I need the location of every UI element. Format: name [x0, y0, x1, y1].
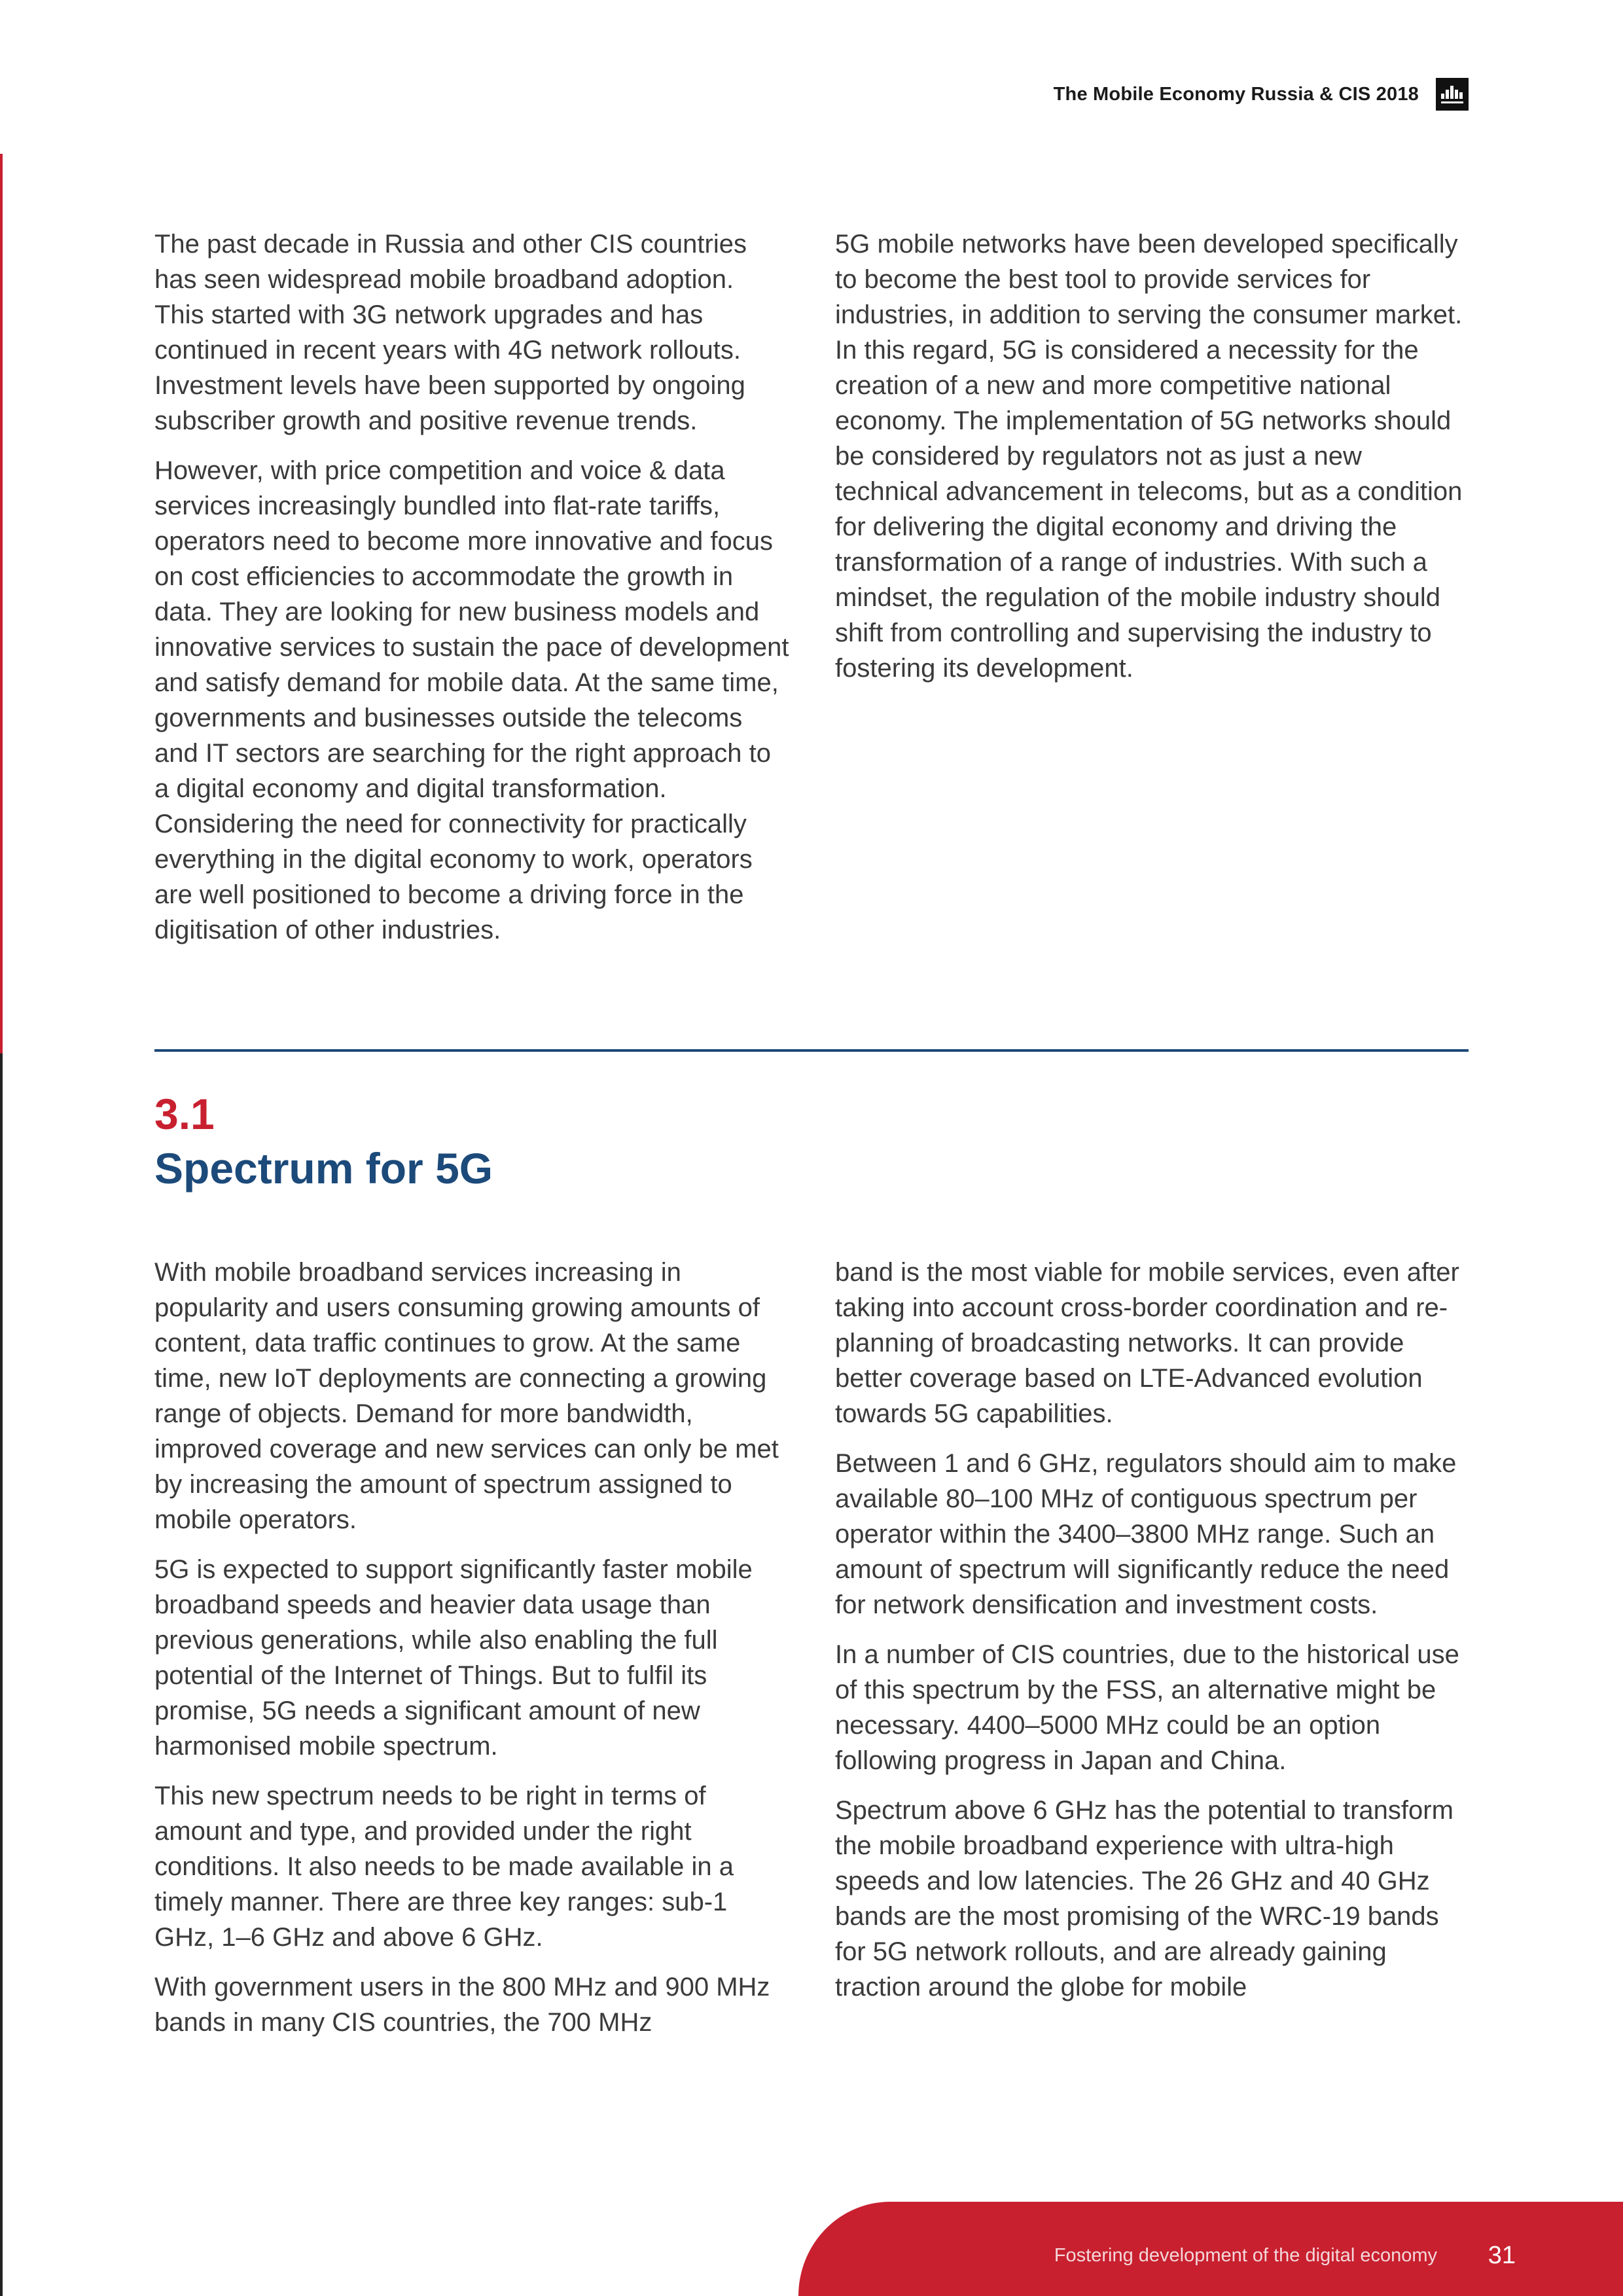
section-paragraph: With government users in the 800 MHz and 900 MHz bands in many CIS countries, the 700 MHz [154, 1973, 770, 2037]
intro-paragraph: 5G mobile networks have been developed specifically to become the best tool to provide services for industries, in addition to serving the consumer market. In this regard, 5G is considered a necessity for the creation of a new and more competitive national economy. The implementation of 5G networks should be considered by regulators not as just a new technical advancement in telecoms, but as a condition for delivering the digital economy and driving the transformation of a range of industries. With such a mindset, the regulation of the mobile industry should shift from controlling and supervising the industry to fostering its development. [835, 230, 1463, 683]
section-paragraph: Between 1 and 6 GHz, regulators should aim to make available 80–100 MHz of contiguous spectrum per operator within the 3400–3800 MHz range. Such an amount of spectrum will significantly reduce the need for network densification and investment costs. [835, 1449, 1457, 1619]
section-number: 3.1 [154, 1090, 215, 1138]
section-divider [154, 1049, 1469, 1052]
left-edge-rule [0, 154, 3, 2296]
gsma-logo-graphic [1436, 78, 1469, 111]
section-right-column [835, 1255, 1470, 2019]
section-title: Spectrum for 5G [154, 1144, 493, 1193]
section-paragraph: In a number of CIS countries, due to the historical use of this spectrum by the FSS, an alternative might be necessary. 4400–5000 MHz could be an option following progress in Japan and China. [835, 1640, 1459, 1775]
intro-paragraph: The past decade in Russia and other CIS countries has seen widespread mobile broadband adoption. This started with 3G network upgrades and has continued in recent years with 4G network rollouts. Investment levels have been supported by ongoing subscriber growth and positive revenue trends. [154, 230, 747, 435]
section-paragraph: This new spectrum needs to be right in terms of amount and type, and provided under the right conditions. It also needs to be made available in a timely manner. There are three key ranges: sub-1 GHz, 1–6 GHz and above 6 GHz. [154, 1782, 734, 1952]
intro-paragraph: However, with price competition and voice & data services increasingly bundled into flat-rate tariffs, operators need to become more innovative and focus on cost efficiencies to accommodate the growth in data. They are looking for new business models and innovative services to sustain the pace of development and satisfy demand for mobile data. At the same time, governments and businesses outside the telecoms and IT sectors are searching for the right approach to a digital economy and digital transformation. Considering the need for connectivity for practically everything in the digital economy to work, operators are well positioned to become a driving force in the digitisation of other industries. [154, 456, 789, 944]
gsma-logo-icon [1436, 78, 1469, 111]
section-paragraph: Spectrum above 6 GHz has the potential to transform the mobile broadband experience with ultra-high speeds and low latencies. The 26 GHz and 40 GHz bands are the most promising of the WRC-19 bands for 5G network rollouts, and are already gaining traction around the globe for mobile [835, 1796, 1454, 2001]
page-header [1054, 77, 1469, 111]
section-left-column [154, 1255, 789, 2054]
intro-right-column [835, 226, 1470, 700]
page-number: 31 [1488, 2242, 1516, 2269]
intro-left-column [154, 226, 789, 962]
section-paragraph: With mobile broadband services increasing in popularity and users consuming growing amounts of content, data traffic continues to grow. At the same time, new IoT deployments are connecting a growing range of objects. Demand for more bandwidth, improved coverage and new services can only be met by increasing the amount of spectrum assigned to mobile operators. [154, 1258, 779, 1534]
report-title: The Mobile Economy Russia & CIS 2018 [1053, 83, 1419, 105]
section-paragraph: band is the most viable for mobile services, even after taking into account cross-border coordination and re-planning of broadcasting networks. It can provide better coverage based on LTE-Advanced evolution towards 5G capabilities. [835, 1258, 1459, 1428]
section-paragraph: 5G is expected to support significantly faster mobile broadband speeds and heavier data usage than previous generations, while also enabling the full potential of the Internet of Things. But to fulfil its promise, 5G needs a significant amount of new harmonised mobile spectrum. [154, 1555, 753, 1761]
footer-chapter-title: Fostering development of the digital economy [1054, 2245, 1437, 2266]
